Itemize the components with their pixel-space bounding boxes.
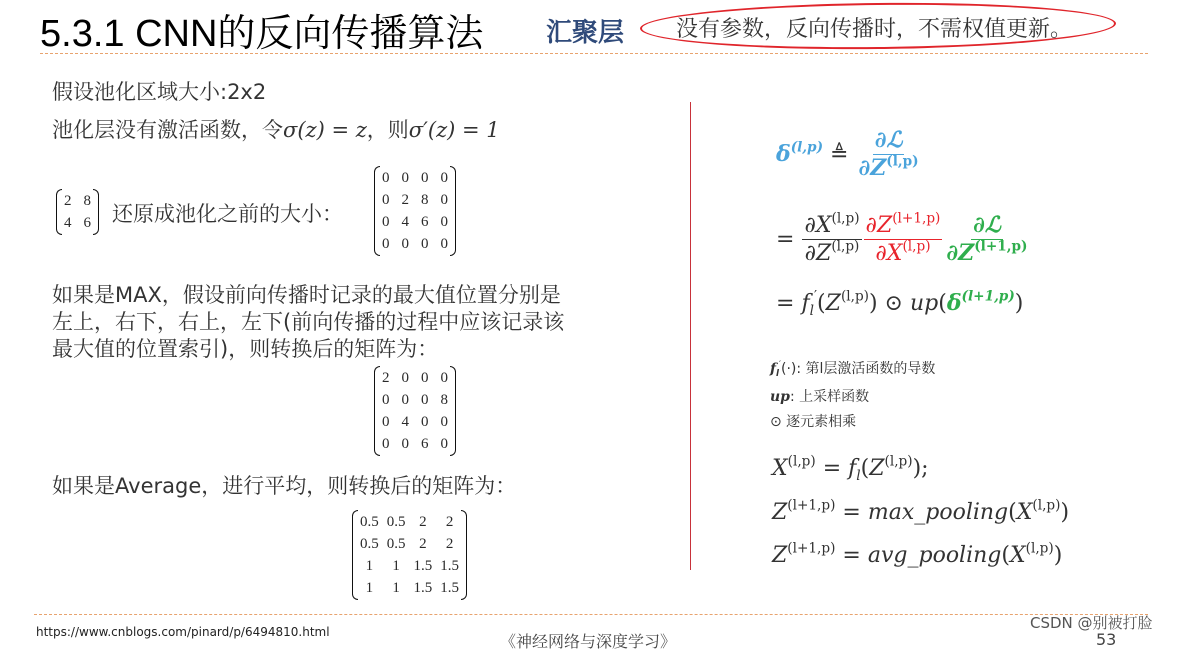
matrix-cell: 0	[382, 214, 390, 230]
annotation-note: 没有参数，反向传播时，不需权值更新。	[676, 17, 1073, 42]
matrix-cell: 6	[421, 214, 429, 230]
matrix-cell: 0	[440, 236, 448, 252]
sigma-derivative: σ′(z) = 1	[408, 118, 500, 142]
matrix-cell: 8	[421, 192, 429, 208]
matrix-cell: 4	[401, 414, 409, 430]
matrix-cell: 0	[440, 170, 448, 186]
page-title: 5.3.1 CNN的反向传播算法	[40, 13, 484, 55]
book-title: 《神经网络与深度学习》	[500, 632, 677, 651]
matrix-cell: 0	[401, 436, 409, 452]
sigma-identity: σ(z) = z	[283, 118, 367, 142]
matrix-cell: 0	[401, 392, 409, 408]
matrix-cell: 1.5	[413, 558, 433, 574]
matrix-cell: 0	[440, 214, 448, 230]
chain-rule-equation: = $\frac{\partial X^{(l,p)}}{\partial Z^{(l,p)}}$ $\frac{\partial Z^{(l+1,p)}}{\partial X^{(l,p)}}$ $\frac{\text{∂ℒ}}{\partial Z^{(l+1,p)}}$	[776, 210, 1028, 267]
matrix-cell: 4	[64, 215, 72, 231]
matrix-cell: 0	[421, 414, 429, 430]
pool-size-text: 假设池化区域大小:2x2	[52, 80, 267, 104]
avg-matrix	[352, 510, 467, 600]
matrix-cell: 0	[440, 414, 448, 430]
matrix-cell: 1.5	[440, 580, 459, 596]
matrix-cell: 1	[392, 580, 400, 596]
pooled-matrix	[56, 189, 99, 235]
matrix-cell: 0	[440, 192, 448, 208]
matrix-cell: 0.5	[360, 536, 379, 552]
note-activation-derivative: $f_l'(\cdot)$: 第l层激活函数的导数	[770, 359, 936, 380]
matrix-cell: 0	[382, 192, 390, 208]
matrix-cell: 6	[421, 436, 429, 452]
top-divider	[40, 53, 1148, 54]
delta-definition: $\delta^{(l,p)}$ ≜ $\frac{\text{∂ℒ}}{\partial Z^{(l,p)}}$	[776, 127, 919, 182]
matrix-cell: 8	[83, 193, 91, 209]
matrix-cell: 0.5	[360, 514, 379, 530]
bottom-divider	[34, 614, 1148, 615]
matrix-cell: 4	[401, 214, 409, 230]
matrix-cell: 1.5	[413, 580, 433, 596]
note-upsample: up: 上采样函数	[770, 389, 870, 405]
matrix-cell: 0	[401, 236, 409, 252]
page-number: 53	[1096, 630, 1117, 649]
matrix-cell: 2	[445, 514, 454, 530]
restore-label: 还原成池化之前的大小：	[112, 202, 343, 226]
matrix-cell: 6	[83, 215, 91, 231]
matrix-cell: 0	[401, 170, 409, 186]
upsample-equation: = $f_l'(Z^{(l,p)})$ ⊙ $up(\delta^{(l+1,p)})$	[776, 288, 1024, 319]
matrix-cell: 0	[440, 370, 448, 386]
max-text-line1: 如果是MAX，假设前向传播时记录的最大值位置分别是	[52, 283, 561, 307]
matrix-cell: 0	[401, 370, 409, 386]
matrix-cell: 0.5	[386, 514, 406, 530]
max-matrix	[374, 366, 456, 456]
matrix-cell: 0	[382, 236, 390, 252]
max-pooling-equation: $Z^{(l+1,p)}$ = $\max\_pooling(X^{(l,p)})$	[772, 497, 1070, 525]
source-url[interactable]: https://www.cnblogs.com/pinard/p/6494810.html	[36, 625, 330, 639]
matrix-cell: 0	[382, 414, 390, 430]
matrix-cell: 1.5	[440, 558, 459, 574]
max-text-line3: 最大值的位置索引)，则转换后的矩阵为：	[52, 337, 439, 361]
matrix-cell: 0	[421, 236, 429, 252]
matrix-cell: 0	[382, 170, 390, 186]
matrix-cell: 2	[419, 514, 427, 530]
matrix-cell: 0	[382, 392, 390, 408]
avg-text: 如果是Average，进行平均，则转换后的矩阵为：	[52, 474, 517, 498]
no-activation-line	[52, 118, 500, 143]
avg-pooling-equation: $Z^{(l+1,p)}$ = $avg\_pooling(X^{(l,p)})$	[772, 540, 1063, 568]
note-elementwise: ⊙ 逐元素相乘	[770, 414, 857, 430]
matrix-cell: 0	[421, 170, 429, 186]
watermark: CSDN @别被打脸	[1030, 614, 1153, 632]
no-activation-mid: ，则	[366, 118, 409, 142]
matrix-cell: 1	[365, 580, 374, 596]
matrix-cell: 2	[445, 536, 454, 552]
matrix-cell: 2	[401, 192, 409, 208]
restored-matrix	[374, 166, 456, 256]
matrix-cell: 2	[419, 536, 427, 552]
matrix-cell: 0	[440, 436, 448, 452]
section-subtitle: 汇聚层	[546, 18, 625, 48]
no-activation-prefix: 池化层没有激活函数，令	[52, 118, 283, 142]
matrix-cell: 0.5	[386, 536, 406, 552]
matrix-cell: 2	[64, 193, 72, 209]
activation-equation: $X^{(l,p)} = f_l(Z^{(l,p)})$;	[772, 453, 929, 484]
matrix-cell: 0	[421, 370, 429, 386]
column-divider	[690, 102, 691, 570]
matrix-cell: 0	[421, 392, 429, 408]
matrix-cell: 1	[365, 558, 374, 574]
max-text-line2: 左上，右下，右上，左下(前向传播的过程中应该记录该	[52, 310, 565, 334]
matrix-cell: 2	[382, 370, 390, 386]
matrix-cell: 8	[440, 392, 448, 408]
matrix-cell: 1	[392, 558, 400, 574]
matrix-cell: 0	[382, 436, 390, 452]
